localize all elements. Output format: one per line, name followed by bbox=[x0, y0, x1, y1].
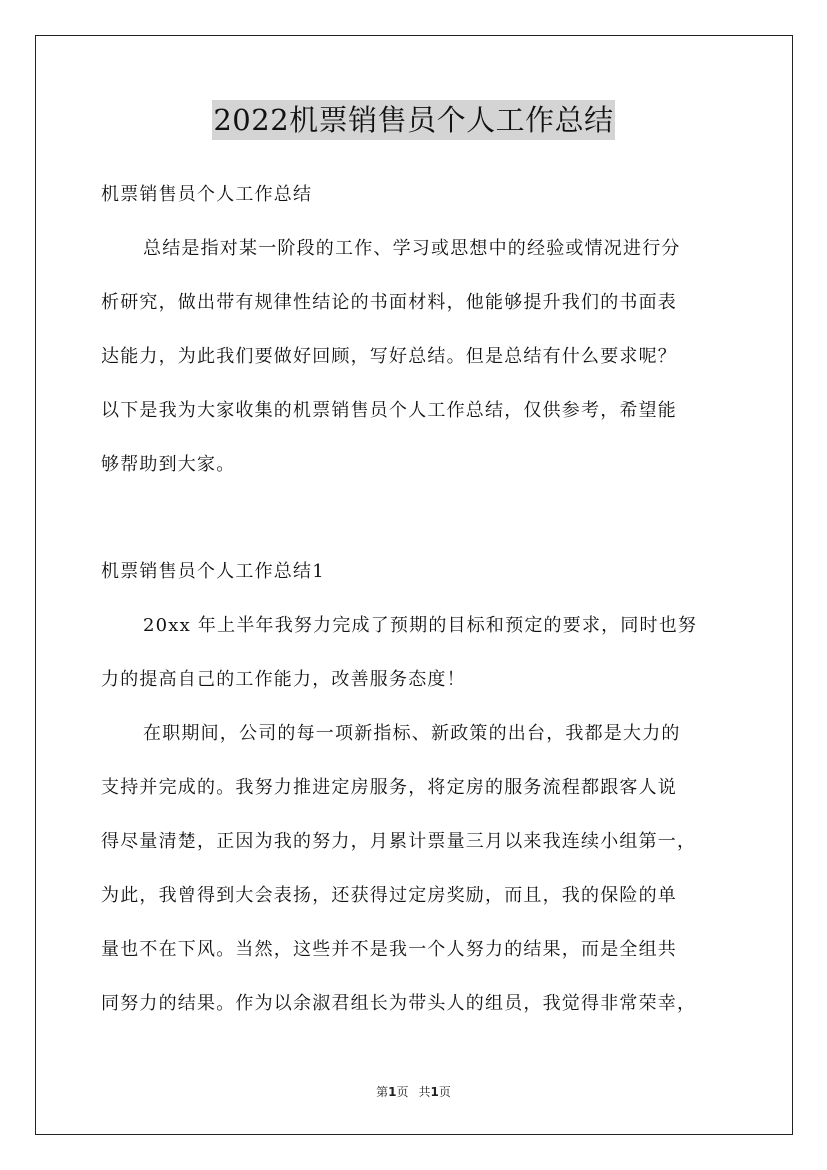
intro-line-1: 总结是指对某一阶段的工作、学习或思想中的经验或情况进行分 bbox=[143, 238, 681, 259]
page-number: 1 bbox=[388, 1085, 397, 1099]
page-prefix: 第 bbox=[376, 1085, 389, 1099]
intro-line-2: 析研究，做出带有规律性结论的书面材料，他能够提升我们的书面表 bbox=[101, 292, 677, 313]
paragraph-line: 量也不在下风。当然，这些并不是我一个人努力的结果，而是全组共 bbox=[101, 939, 677, 960]
section-heading: 机票销售员个人工作总结1 bbox=[101, 561, 325, 582]
title-container bbox=[0, 100, 827, 140]
paragraph-line: 支持并完成的。我努力推进定房服务，将定房的服务流程都跟客人说 bbox=[101, 777, 677, 798]
intro-line-5: 够帮助到大家。 bbox=[101, 454, 236, 475]
subtitle: 机票销售员个人工作总结 bbox=[101, 184, 313, 205]
total-suffix: 页 bbox=[438, 1085, 451, 1099]
paragraph-line: 同努力的结果。作为以余淑君组长为带头人的组员，我觉得非常荣幸， bbox=[101, 993, 697, 1014]
paragraph-line: 在职期间，公司的每一项新指标、新政策的出台，我都是大力的 bbox=[143, 723, 681, 744]
total-prefix: 共 bbox=[418, 1085, 431, 1099]
total-pages: 1 bbox=[430, 1085, 439, 1099]
document-title: 2022机票销售员个人工作总结 bbox=[212, 100, 614, 140]
page-suffix: 页 bbox=[396, 1085, 409, 1099]
paragraph-line: 力的提高自己的工作能力，改善服务态度！ bbox=[101, 669, 466, 690]
intro-line-3: 达能力，为此我们要做好回顾，写好总结。但是总结有什么要求呢？ bbox=[101, 346, 677, 367]
intro-line-4: 以下是我为大家收集的机票销售员个人工作总结，仅供参考，希望能 bbox=[101, 400, 677, 421]
paragraph-line: 20xx 年上半年我努力完成了预期的目标和预定的要求，同时也努 bbox=[143, 615, 698, 636]
paragraph-line: 为此，我曾得到大会表扬，还获得过定房奖励，而且，我的保险的单 bbox=[101, 885, 677, 906]
page-footer bbox=[0, 1083, 827, 1100]
paragraph-line: 得尽量清楚，正因为我的努力，月累计票量三月以来我连续小组第一， bbox=[101, 831, 697, 852]
